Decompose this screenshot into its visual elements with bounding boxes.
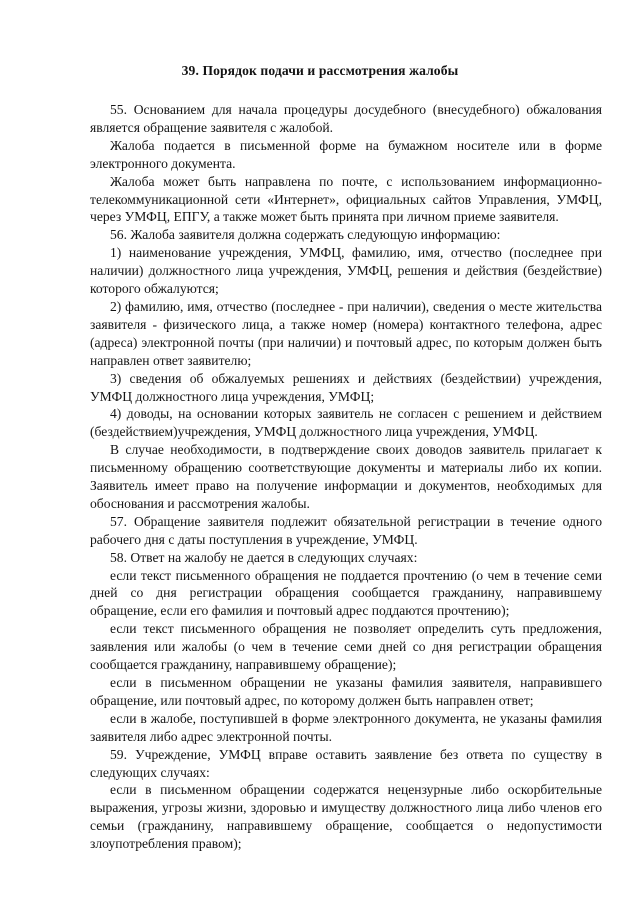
paragraph: Жалоба подается в письменной форме на бумажном носителе или в форме электронного документа. [90, 137, 602, 171]
paragraph: если в жалобе, поступившей в форме электронного документа, не указаны фамилия заявителя либо адрес электронной почты. [90, 710, 602, 744]
paragraph: 2) фамилию, имя, отчество (последнее - при наличии), сведения о месте жительства заявителя - физического лица, а также номер (номера) контактного телефона, адрес (адреса) электронной почты (при наличии) и почтовый адрес, по которым должен быть направлен ответ заявителю; [90, 298, 602, 368]
paragraph: если текст письменного обращения не поддается прочтению (о чем в течение семи дней со дня регистрации обращения сообщается гражданину, направившему обращение, если его фамилия и почтовый адрес поддаются прочтению); [90, 567, 602, 619]
paragraph: 58. Ответ на жалобу не дается в следующих случаях: [110, 549, 418, 565]
paragraph: 3) сведения об обжалуемых решениях и действиях (бездействии) учреждения, УМФЦ должностного лица учреждения, УМФЦ; [90, 370, 602, 404]
paragraph: 59. Учреждение, УМФЦ вправе оставить заявление без ответа по существу в следующих случаях: [90, 746, 602, 780]
paragraph: 1) наименование учреждения, УМФЦ, фамилию, имя, отчество (последнее при наличии) должностного лица учреждения, УМФЦ, решения и действия (бездействие) которого обжалуются; [90, 245, 602, 297]
paragraph: 4) доводы, на основании которых заявитель не согласен с решением и действием (бездействием)учреждения, УМФЦ должностного лица учреждения, УМФЦ. [90, 406, 602, 440]
paragraph: В случае необходимости, в подтверждение своих доводов заявитель прилагает к письменному обращению соответствующие документы и материалы либо их копии. Заявитель имеет право на получение информации и документов, необходимых для обоснования и рассмотрения жалобы. [90, 442, 602, 511]
section-title: 39. Порядок подачи и рассмотрения жалобы [181, 63, 459, 78]
paragraph: если текст письменного обращения не позволяет определить суть предложения, заявления или жалобы (о чем в течение семи дней со дня регистрации обращения сообщается гражданину, направившему обращение); [90, 621, 602, 673]
paragraph: если в письменном обращении не указаны фамилия заявителя, направившего обращение, или почтовый адрес, по которому должен быть направлен ответ; [90, 675, 602, 708]
paragraph: 55. Основанием для начала процедуры досудебного (внесудебного) обжалования является обращение заявителя с жалобой. [90, 102, 602, 135]
paragraph: если в письменном обращении содержатся нецензурные либо оскорбительные выражения, угрозы жизни, здоровью и имуществу должностного лица либо членов его семьи (гражданину, направившему обращение, сообщается о недопустимости злоупотребления правом); [90, 782, 602, 852]
document-body [90, 101, 602, 853]
paragraph: 57. Обращение заявителя подлежит обязательной регистрации в течение одного рабочего дня с даты поступления в учреждение, УМФЦ. [90, 513, 602, 547]
paragraph: 56. Жалоба заявителя должна содержать следующую информацию: [110, 227, 501, 243]
paragraph: Жалоба может быть направлена по почте, с использованием информационно-телекоммуникационной сети «Интернет», официальных сайтов Управления, УМФЦ, через УМФЦ, ЕПГУ, а также может быть принята при личном приеме заявителя. [90, 173, 602, 225]
